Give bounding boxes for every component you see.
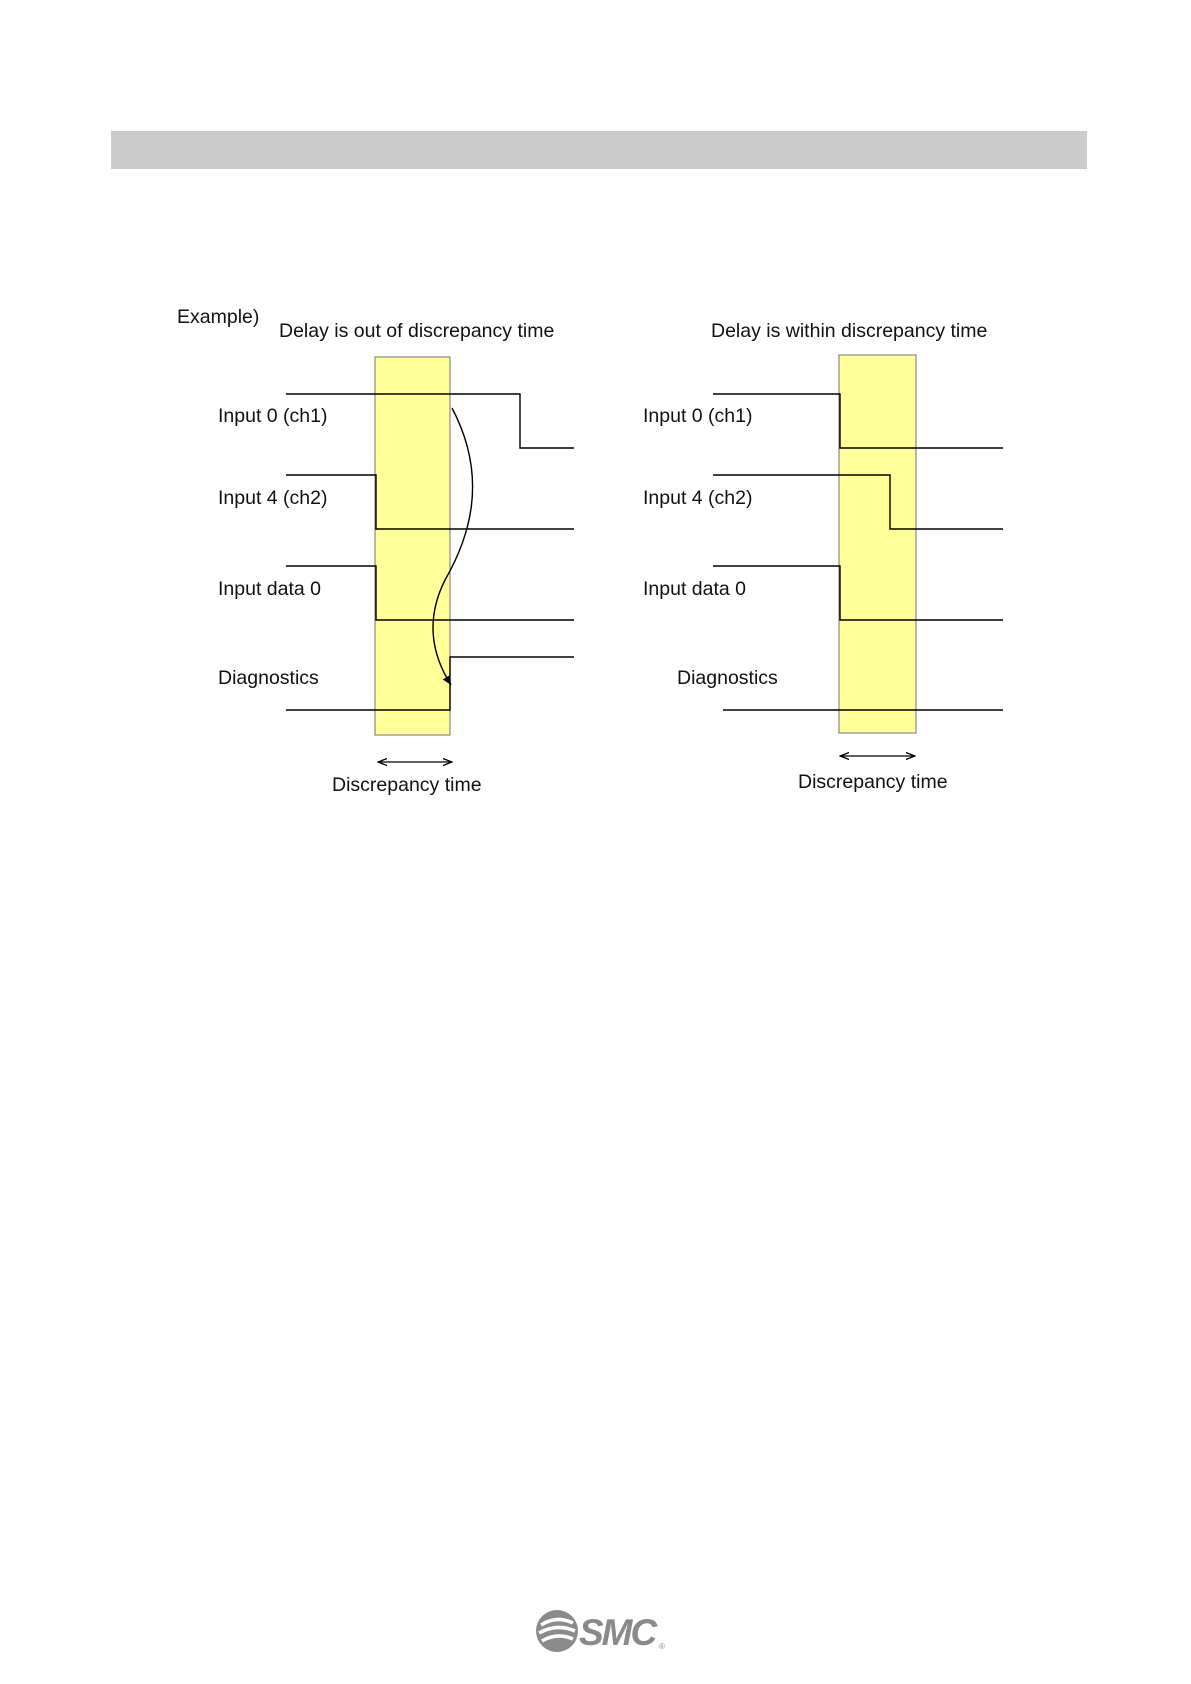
left-signal-label-diagnostics: Diagnostics	[218, 667, 319, 689]
right-signal-label-input-data0: Input data 0	[643, 578, 747, 600]
smc-logo	[533, 1605, 673, 1657]
left-signal-label-input4: Input 4 (ch2)	[218, 487, 328, 509]
example-label: Example)	[177, 306, 260, 328]
smc-registered-mark: ®	[659, 1642, 665, 1651]
left-signal-label-input0: Input 0 (ch1)	[218, 405, 328, 427]
right-diagram	[643, 320, 1003, 793]
left-signal-label-input-data0: Input data 0	[218, 578, 322, 600]
right-signal-label-input4: Input 4 (ch2)	[643, 487, 753, 509]
smc-logo-text: SMC	[579, 1612, 656, 1653]
left-discrepancy-label: Discrepancy time	[332, 774, 482, 796]
left-discrepancy-window	[375, 357, 450, 735]
right-discrepancy-label: Discrepancy time	[798, 771, 948, 793]
right-diagram-title: Delay is within discrepancy time	[711, 320, 988, 342]
right-discrepancy-window	[839, 355, 916, 733]
right-signal-label-diagnostics: Diagnostics	[677, 667, 778, 689]
right-signal-label-input0: Input 0 (ch1)	[643, 405, 753, 427]
left-diagram	[218, 320, 574, 796]
left-diagram-title: Delay is out of discrepancy time	[279, 320, 555, 342]
